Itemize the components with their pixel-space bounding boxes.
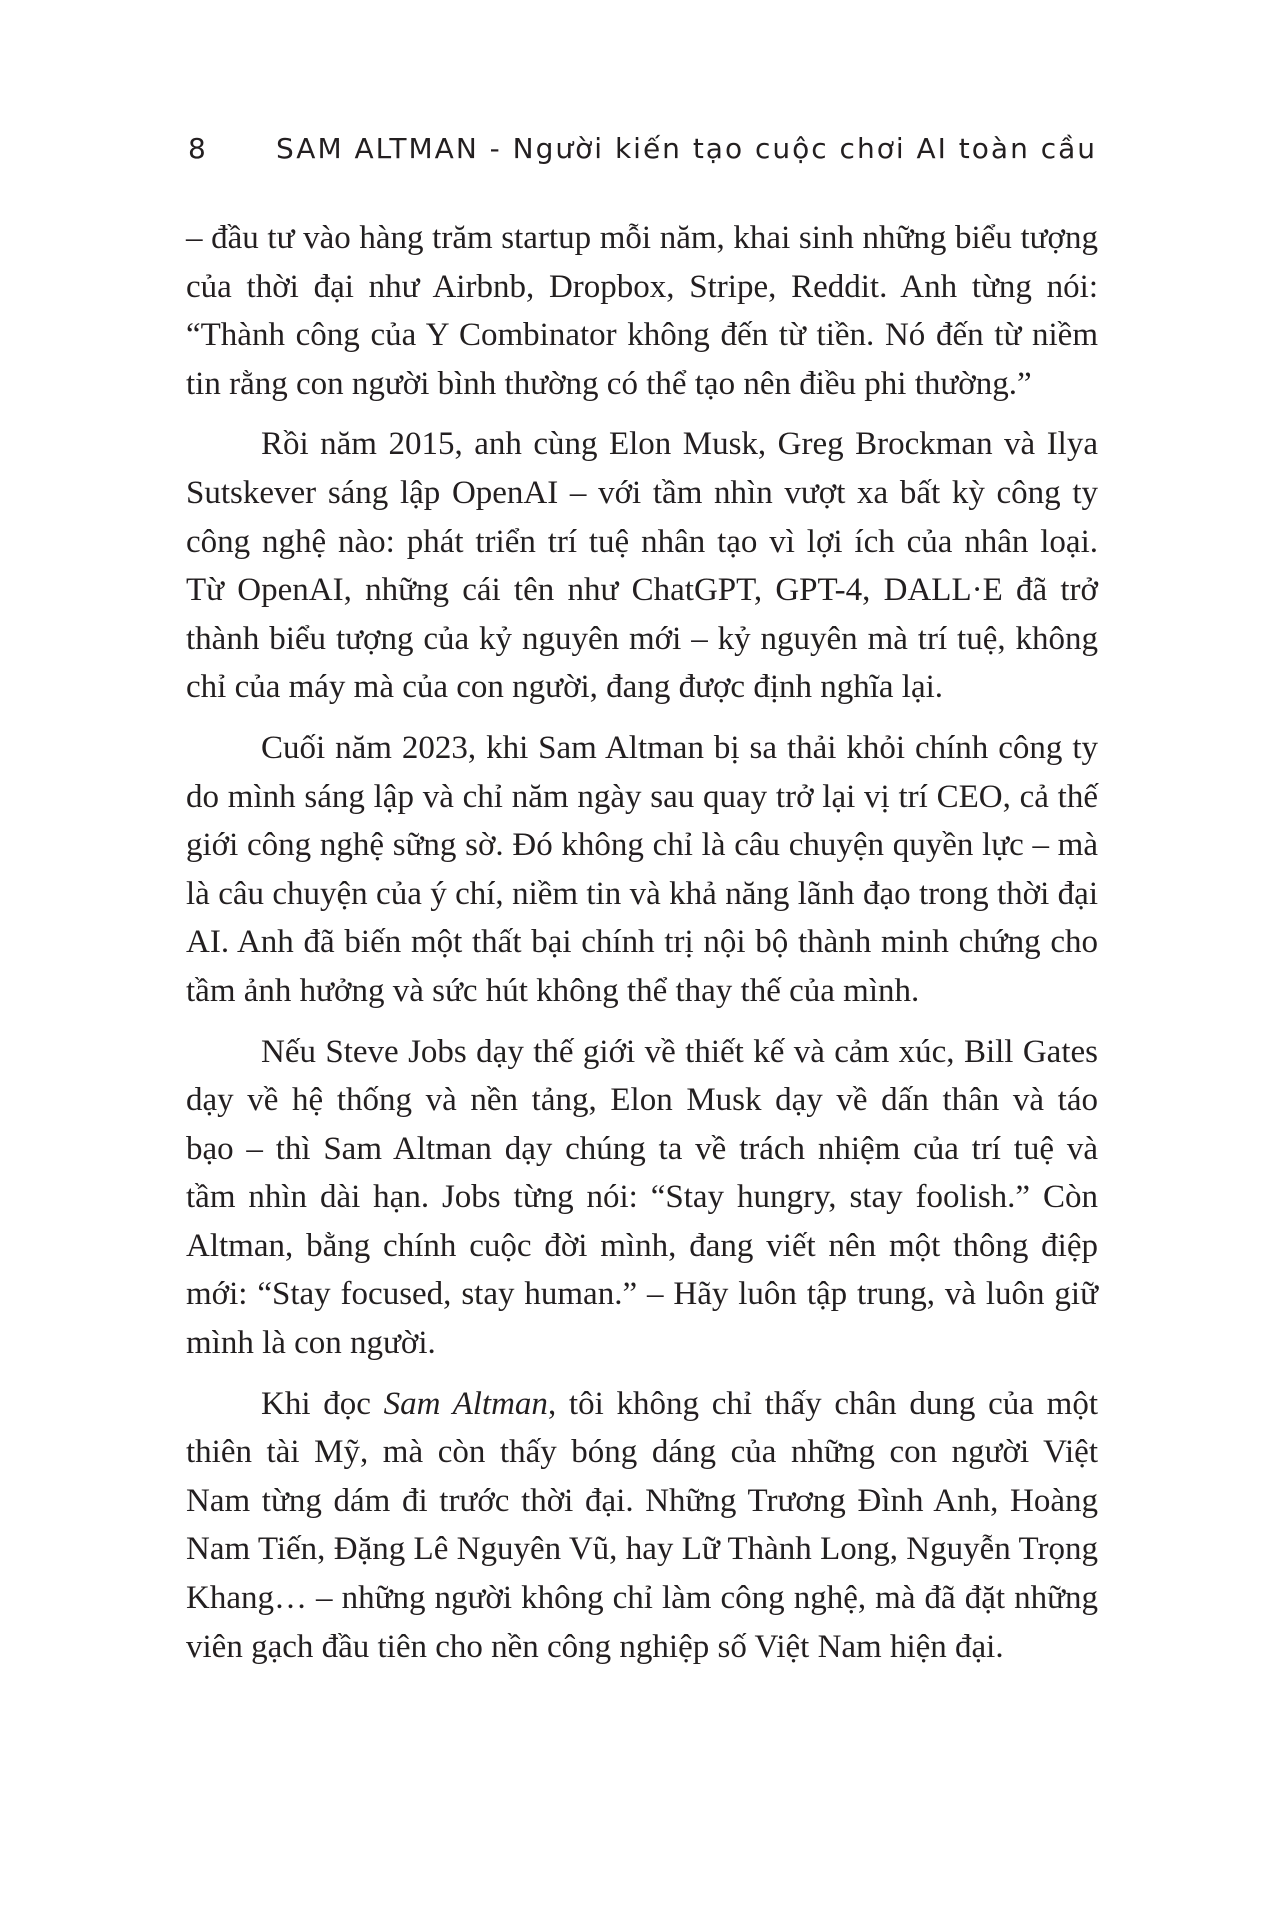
line-suffix: , tôi không chỉ thấy chân dung của một [547,1385,1098,1422]
page-number: 8 [188,132,208,165]
text-line: của thời đại như Airbnb, Dropbox, Stripe, Reddit. Anh từng nói: [186,268,1098,305]
text-line: “Thành công của Y Combinator không đến từ tiền. Nó đến từ niềm [186,317,1098,354]
text-line: bạo – thì Sam Altman dạy chúng ta về trách nhiệm của trí tuệ và [186,1130,1098,1167]
text-line: tin rằng con người bình thường có thể tạo nên điều phi thường.” [186,365,1032,402]
running-title: SAM ALTMAN - Người kiến tạo cuộc chơi AI toàn cầu [276,132,1098,165]
line-prefix: Khi đọc [261,1385,384,1422]
text-line: AI. Anh đã biến một thất bại chính trị nội bộ thành minh chứng cho [186,924,1098,961]
text-line: công nghệ nào: phát triển trí tuệ nhân tạo vì lợi ích của nhân loại. [186,523,1098,560]
text-line [186,1380,1098,1429]
text-line: giới công nghệ sững sờ. Đó không chỉ là câu chuyện quyền lực – mà [186,827,1098,864]
text-line: tầm nhìn dài hạn. Jobs từng nói: “Stay hungry, stay foolish.” Còn [186,1179,1098,1216]
text-line: là câu chuyện của ý chí, niềm tin và khả năng lãnh đạo trong thời đại [186,875,1098,912]
paragraph-3 [186,724,1098,1016]
paragraph-1 [186,214,1098,408]
text-line: dạy về hệ thống và nền tảng, Elon Musk dạy về dấn thân và táo [186,1082,1098,1119]
text-line: thành biểu tượng của kỷ nguyên mới – kỷ nguyên mà trí tuệ, không [186,620,1098,657]
text-line: Sutskever sáng lập OpenAI – với tầm nhìn vượt xa bất kỳ công ty [186,474,1098,511]
text-line: Nếu Steve Jobs dạy thế giới về thiết kế và cảm xúc, Bill Gates [261,1033,1098,1070]
text-line: thiên tài Mỹ, mà còn thấy bóng dáng của những con người Việt [186,1434,1098,1471]
paragraph-4 [186,1028,1098,1368]
text-line: Nam từng dám đi trước thời đại. Những Trương Đình Anh, Hoàng [186,1482,1098,1519]
text-line: Từ OpenAI, những cái tên như ChatGPT, GPT-4, DALL·E đã trở [186,572,1098,609]
page-header [188,132,1108,172]
body-text [186,214,1098,1683]
text-line: viên gạch đầu tiên cho nền công nghiệp số Việt Nam hiện đại. [186,1628,1004,1665]
text-line: chỉ của máy mà của con người, đang được định nghĩa lại. [186,669,944,706]
text-line: Rồi năm 2015, anh cùng Elon Musk, Greg Brockman và Ilya [261,426,1098,463]
text-line: Nam Tiến, Đặng Lê Nguyên Vũ, hay Lữ Thành Long, Nguyễn Trọng [186,1531,1098,1568]
text-line: – đầu tư vào hàng trăm startup mỗi năm, khai sinh những biểu tượng [186,220,1098,256]
text-line: mới: “Stay focused, stay human.” – Hãy luôn tập trung, và luôn giữ [186,1276,1098,1313]
text-line: do mình sáng lập và chỉ năm ngày sau quay trở lại vị trí CEO, cả thế [186,778,1098,815]
text-line: tầm ảnh hưởng và sức hút không thể thay thế của mình. [186,972,920,1009]
text-line: Cuối năm 2023, khi Sam Altman bị sa thải khỏi chính công ty [261,729,1098,766]
book-title-italic: Sam Altman [383,1385,548,1422]
text-line: Altman, bằng chính cuộc đời mình, đang viết nên một thông điệp [186,1227,1098,1264]
paragraph-2 [186,420,1098,712]
text-line: Khang… – những người không chỉ làm công nghệ, mà đã đặt những [186,1580,1098,1617]
paragraph-5 [186,1380,1098,1672]
text-line: mình là con người. [186,1325,436,1362]
